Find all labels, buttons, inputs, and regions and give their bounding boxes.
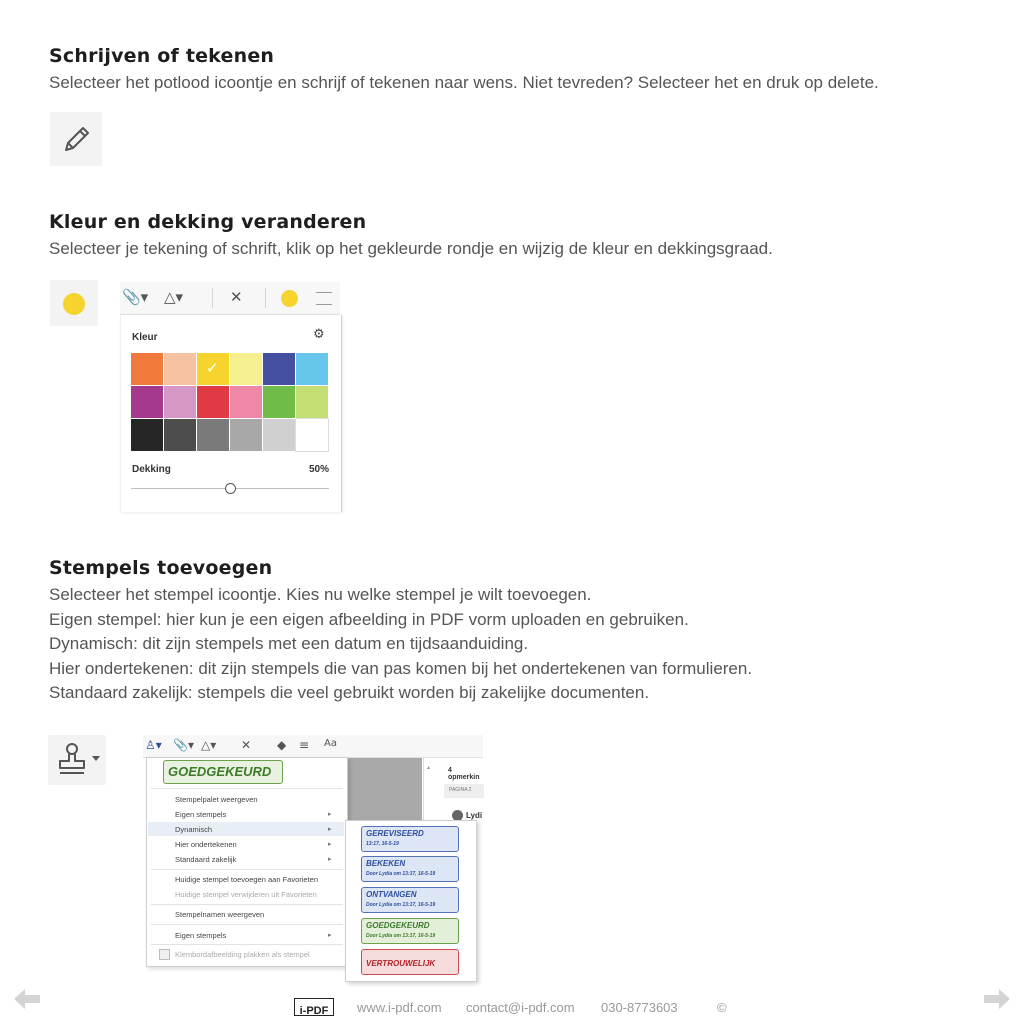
submenu-arrow-icon: ▸ <box>328 825 332 833</box>
color-swatch[interactable] <box>164 386 196 418</box>
stamp-line: Dynamisch: dit zijn stempels met een datum en tijdsaanduiding. <box>49 634 529 653</box>
shape-tool-icon[interactable]: △▾ <box>201 738 217 752</box>
stamp-subtitle: Door Lydia om 13:17, 16-5-19 <box>366 902 436 908</box>
color-swatch[interactable] <box>131 386 163 418</box>
stamp-viewed[interactable] <box>361 856 459 882</box>
pencil-tool-button[interactable] <box>50 112 102 166</box>
submenu-arrow-icon: ▸ <box>328 855 332 863</box>
submenu-arrow-icon: ▸ <box>328 840 332 848</box>
menu-item-sign-here[interactable]: Hier ondertekenen <box>175 840 237 849</box>
color-swatch[interactable] <box>230 386 262 418</box>
brand-label: i-PDF <box>299 1005 329 1017</box>
stamp-subtitle: 13:17, 16-5-19 <box>366 841 399 847</box>
line-style-icon[interactable] <box>316 292 332 305</box>
color-swatch[interactable] <box>263 419 295 451</box>
stamp-title: GEREVISEERD <box>366 829 424 838</box>
heading-stamps: Stempels toevoegen <box>49 557 273 579</box>
paperclip-icon[interactable]: 📎▾ <box>173 738 194 752</box>
stamp-line: Eigen stempel: hier kun je een eigen afbeelding in PDF vorm uploaden en gebruiken. <box>49 609 689 629</box>
stamp-title: ONTVANGEN <box>366 890 417 899</box>
stamp-toolbar <box>143 735 483 758</box>
stamp-title: BEKEKEN <box>366 859 406 868</box>
color-swatch[interactable] <box>296 419 328 451</box>
color-swatch[interactable] <box>164 353 196 385</box>
footer-copyright: © <box>717 1000 727 1015</box>
stamp-approved[interactable] <box>361 918 459 944</box>
color-swatch[interactable] <box>131 419 163 451</box>
stamp-reviewed[interactable] <box>361 826 459 852</box>
scroll-up-icon[interactable]: ▴ <box>427 764 431 771</box>
paperclip-icon[interactable]: 📎▾ <box>122 288 149 306</box>
stamp-line: Standaard zakelijk: stempels die veel gebruikt worden bij zakelijke documenten. <box>49 683 650 702</box>
favorite-stamp[interactable] <box>163 760 283 784</box>
color-swatch[interactable] <box>263 353 295 385</box>
menu-item-remove-favorite: Huidige stempel verwijderen uit Favorieten <box>175 890 317 899</box>
previous-page-arrow-icon[interactable] <box>12 986 42 1012</box>
shape-tool-icon[interactable]: △▾ <box>164 288 184 306</box>
next-page-arrow-icon[interactable] <box>982 986 1012 1012</box>
stamp-subtitle: Door Lydia om 13:17, 16-5-19 <box>366 933 436 939</box>
color-swatch[interactable] <box>164 419 196 451</box>
menu-item-add-favorite[interactable]: Huidige stempel toevoegen aan Favorieten <box>175 875 319 884</box>
color-swatch[interactable] <box>131 353 163 385</box>
stamp-confidential[interactable] <box>361 949 459 975</box>
stamp-title: VERTROUWELIJK <box>366 959 436 968</box>
settings-gear-icon[interactable]: ⚙ <box>313 327 325 342</box>
stamp-subtitle: Door Lydia om 13:17, 16-5-19 <box>366 871 436 877</box>
color-picker-icon[interactable] <box>281 290 298 307</box>
clipboard-icon <box>159 949 170 960</box>
menu-item-stamp-palette[interactable]: Stempelpalet weergeven <box>175 795 258 804</box>
pin-icon[interactable]: ✕ <box>230 288 243 306</box>
color-swatch[interactable] <box>296 353 328 385</box>
text-format-icon[interactable]: Aa <box>324 738 337 749</box>
opacity-slider-thumb[interactable] <box>225 483 236 494</box>
stamp-menu <box>146 757 348 967</box>
menu-item-paste-clipboard: Klembordafbeelding plakken als stempel <box>175 950 310 959</box>
footer-website[interactable]: www.i-pdf.com <box>357 1000 442 1015</box>
text-color: Selecteer je tekening of schrift, klik op het gekleurde rondje en wijzig de kleur en dekkingsgraad. <box>49 239 773 258</box>
color-swatch[interactable] <box>263 386 295 418</box>
color-opacity-panel <box>120 315 342 512</box>
color-swatch[interactable] <box>197 386 229 418</box>
dekking-value: 50% <box>309 464 330 475</box>
footer-email[interactable]: contact@i-pdf.com <box>466 1000 575 1015</box>
comment-user: Lydi <box>466 811 483 820</box>
stamp-tool-icon[interactable]: ♙▾ <box>145 738 162 752</box>
pencil-icon <box>50 112 102 166</box>
stamp-title: GOEDGEKEURD <box>366 921 430 930</box>
submenu-arrow-icon: ▸ <box>328 931 332 939</box>
color-swatch[interactable] <box>230 353 262 385</box>
menu-item-show-stamp-names[interactable]: Stempelnamen weergeven <box>175 910 265 919</box>
dekking-label: Dekking <box>132 464 171 475</box>
stamp-received[interactable] <box>361 887 459 913</box>
kleur-label: Kleur <box>132 332 158 343</box>
menu-item-custom-stamps[interactable]: Eigen stempels <box>175 931 227 940</box>
line-style-icon[interactable]: ≡ <box>299 738 310 752</box>
heading-draw: Schrijven of tekenen <box>49 45 275 67</box>
stamp-tool-button[interactable] <box>48 735 106 785</box>
favorite-stamp-label: GOEDGEKEURD <box>168 764 272 779</box>
annotation-toolbar <box>120 282 340 315</box>
color-swatch[interactable] <box>296 386 328 418</box>
heading-color: Kleur en dekking veranderen <box>49 211 367 233</box>
color-dot-button[interactable] <box>50 280 98 326</box>
menu-item-own-stamps[interactable]: Eigen stempels <box>175 810 227 819</box>
stamp-icon <box>48 735 106 785</box>
dynamic-stamps-submenu <box>345 820 477 982</box>
submenu-arrow-icon: ▸ <box>328 810 332 818</box>
pin-icon[interactable]: ✕ <box>241 738 252 752</box>
color-swatch[interactable] <box>197 353 229 385</box>
page-label: PAGINA 2 <box>449 787 472 793</box>
document-preview <box>346 758 422 820</box>
menu-item-dynamic[interactable]: Dynamisch <box>175 825 213 834</box>
stamp-line: Hier ondertekenen: dit zijn stempels die van pas komen bij het ondertekenen van formulieren. <box>49 658 753 678</box>
color-swatch-grid <box>131 353 329 453</box>
fill-icon[interactable]: ◆ <box>277 738 287 752</box>
stamp-line: Selecteer het stempel icoontje. Kies nu welke stempel je wilt toevoegen. <box>49 585 592 604</box>
text-stamps <box>49 583 949 706</box>
color-swatch[interactable] <box>230 419 262 451</box>
checkmark-icon: ✓ <box>206 359 219 377</box>
color-dot-icon <box>63 293 85 315</box>
color-swatch[interactable] <box>197 419 229 451</box>
comments-count: 4 opmerkin <box>448 767 480 781</box>
menu-item-standard-business[interactable]: Standaard zakelijk <box>175 855 237 864</box>
brand-logo <box>294 998 334 1016</box>
text-draw: Selecteer het potlood icoontje en schrijf of tekenen naar wens. Niet tevreden? Selecteer het en druk op delete. <box>49 73 879 92</box>
footer-phone: 030-8773603 <box>601 1000 678 1015</box>
page-group <box>444 784 484 798</box>
